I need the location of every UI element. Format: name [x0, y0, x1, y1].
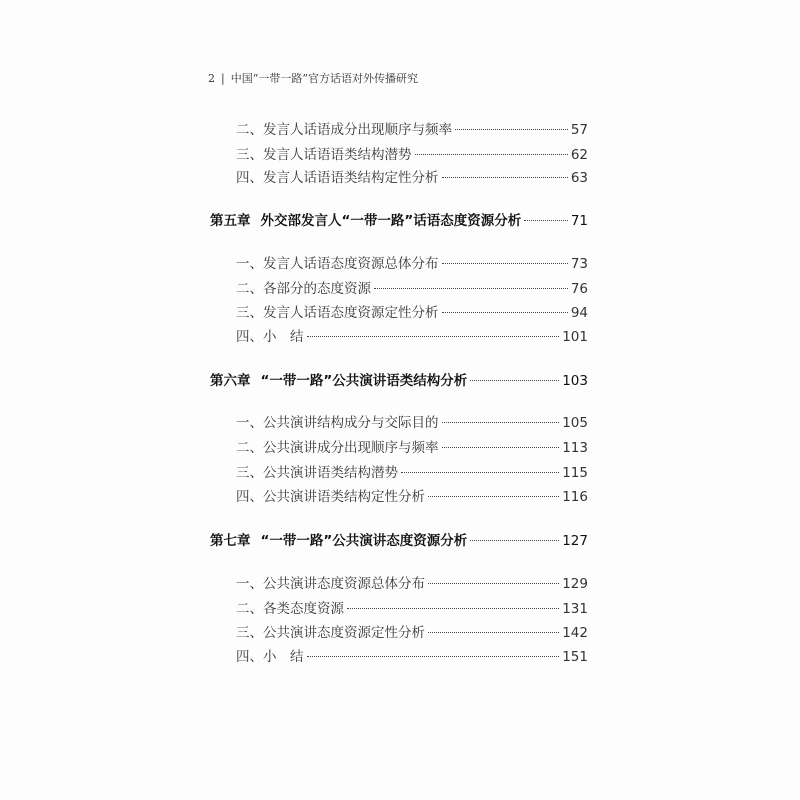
dot-leader — [401, 472, 559, 473]
chapter-title: 外交部发言人“一带一路”话语态度资源分析 — [260, 213, 522, 229]
toc-entry — [236, 597, 588, 617]
toc-entry-page: 115 — [562, 465, 588, 481]
toc-chapter — [210, 529, 588, 549]
toc-entry-title: 三、发言人话语语类结构潜势 — [236, 147, 412, 163]
running-header — [208, 70, 418, 86]
toc-entry-title: 二、发言人话语成分出现顺序与频率 — [236, 122, 452, 138]
toc-entry — [236, 277, 588, 297]
dot-leader — [428, 583, 559, 584]
toc-entry-title: 三、公共演讲态度资源定性分析 — [236, 625, 425, 641]
dot-leader — [307, 336, 560, 337]
toc-chapter — [210, 369, 588, 389]
dot-leader — [307, 656, 560, 657]
chapter-number: 第五章 — [210, 213, 251, 229]
toc-entry-title: 四、发言人话语语类结构定性分析 — [236, 170, 439, 186]
toc-entry-page: 63 — [570, 170, 588, 186]
toc-entry-title: 一、公共演讲态度资源总体分布 — [236, 576, 425, 592]
chapter-title: “一带一路”公共演讲态度资源分析 — [260, 533, 468, 549]
toc-entry-title: 四、小 结 — [236, 329, 304, 345]
header-separator: | — [221, 72, 225, 85]
toc-entry-page: 116 — [562, 489, 588, 505]
toc-entry-title: 二、各类态度资源 — [236, 601, 344, 617]
toc-entry-page: 57 — [570, 122, 588, 138]
toc-entry-page: 94 — [570, 305, 588, 321]
dot-leader — [442, 312, 568, 313]
dot-leader — [524, 220, 568, 221]
toc-entry-page: 113 — [562, 440, 588, 456]
dot-leader — [428, 632, 559, 633]
dot-leader — [374, 288, 568, 289]
toc-entry-page: 76 — [570, 281, 588, 297]
toc-entry-page: 101 — [562, 329, 588, 345]
toc-entry-page: 73 — [570, 256, 588, 272]
toc-entry-title: 二、公共演讲成分出现顺序与频率 — [236, 440, 439, 456]
toc-entry — [236, 325, 588, 345]
toc-entry-page: 129 — [562, 576, 588, 592]
toc-entry — [236, 143, 588, 163]
chapter-number: 第六章 — [210, 373, 251, 389]
toc-entry — [236, 436, 588, 456]
dot-leader — [415, 154, 568, 155]
toc-entry-page: 62 — [570, 147, 588, 163]
dot-leader — [442, 263, 568, 264]
toc-entry — [236, 461, 588, 481]
toc-entry-title: 四、小 结 — [236, 649, 304, 665]
header-book-title: 中国“一带一路”官方话语对外传播研究 — [230, 72, 418, 85]
toc-entry-page: 142 — [562, 625, 588, 641]
toc-entry — [236, 645, 588, 665]
toc-entry — [236, 118, 588, 138]
dot-leader — [470, 380, 559, 381]
toc-entry-title: 三、发言人话语态度资源定性分析 — [236, 305, 439, 321]
chapter-number: 第七章 — [210, 533, 251, 549]
toc-entry — [236, 572, 588, 592]
toc-entry-title: 四、公共演讲语类结构定性分析 — [236, 489, 425, 505]
dot-leader — [442, 177, 568, 178]
toc-entry-page: 71 — [570, 213, 588, 229]
dot-leader — [347, 608, 559, 609]
chapter-title: “一带一路”公共演讲语类结构分析 — [260, 373, 468, 389]
dot-leader — [442, 422, 560, 423]
toc-entry-page: 131 — [562, 601, 588, 617]
toc-entry — [236, 621, 588, 641]
toc-chapter — [210, 209, 588, 229]
toc-entry-title: 二、各部分的态度资源 — [236, 281, 371, 297]
toc-entry-page: 105 — [562, 415, 588, 431]
dot-leader — [470, 540, 559, 541]
toc-entry-page: 103 — [562, 373, 588, 389]
toc-entry — [236, 252, 588, 272]
dot-leader — [428, 496, 559, 497]
toc-entry-page: 151 — [562, 649, 588, 665]
toc-entry — [236, 485, 588, 505]
header-page-number: 2 — [208, 72, 215, 85]
toc-entry — [236, 166, 588, 186]
toc-entry-title: 一、发言人话语态度资源总体分布 — [236, 256, 439, 272]
dot-leader — [442, 447, 560, 448]
dot-leader — [455, 129, 568, 130]
toc-entry — [236, 411, 588, 431]
toc-entry-title: 三、公共演讲语类结构潜势 — [236, 465, 398, 481]
toc-entry-title: 一、公共演讲结构成分与交际目的 — [236, 415, 439, 431]
toc-entry-page: 127 — [562, 533, 588, 549]
toc-entry — [236, 301, 588, 321]
